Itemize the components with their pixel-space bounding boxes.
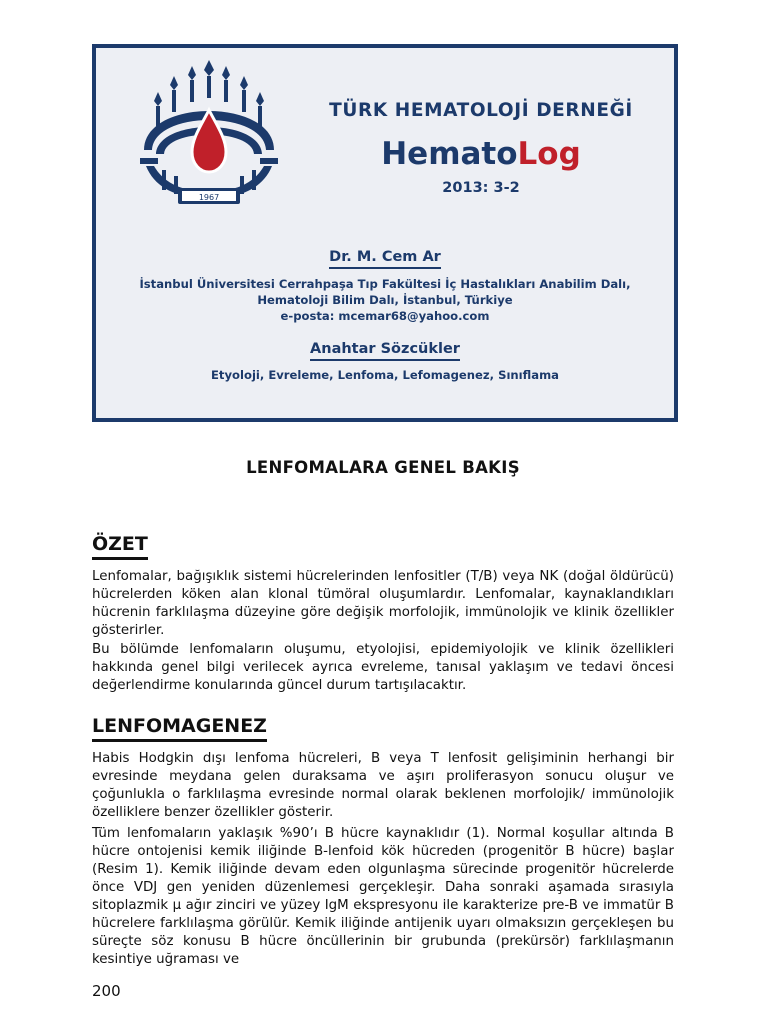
summary-paragraph: Bu bölümde lenfomaların oluşumu, etyolojisi, epidemiyolojik ve klinik özellikleri hakkında genel bilgi verilecek ayrıca evreleme, tanısal yaklaşım ve tedavi öncesi değerlendirme konularında güncel durum tartışılacaktır. — [92, 642, 674, 693]
society-logo-icon — [134, 58, 284, 206]
author-email: e-posta: mcemar68@yahoo.com — [280, 309, 490, 323]
affiliation-line: Hematoloji Bilim Dalı, İstanbul, Türkiye — [257, 293, 513, 307]
issue-number: 2013: 3-2 — [442, 180, 520, 196]
brand-part-log: Log — [517, 136, 581, 172]
body-paragraph: Habis Hodgkin dışı lenfoma hücreleri, B veya T lenfosit gelişiminin herhangi bir evresinde meydana gelen duraksama ve aşırı proliferasyon sonucu oluşur ve çoğunlukla o farklılaşma evresinde normal olarak beklenen morfolojik/ immünolojik özelliklere benzer özellikler gösterir. — [92, 751, 674, 820]
summary-heading: ÖZET — [92, 532, 148, 560]
summary-paragraph: Lenfomalar, bağışıklık sistemi hücrelerinden lenfositler (T/B) veya NK (doğal öldürücü) hücrelerden köken alan klonal tümöral oluşumlardır. Lenfomalar, kaynaklandıkları hücrenin farklılaşma düzeyine göre değişik morfolojik, immünolojik ve klinik özellikler gösterirler. — [92, 569, 674, 638]
section-heading-lenfomagenez: LENFOMAGENEZ — [92, 714, 267, 742]
keywords-heading-block — [96, 338, 674, 361]
author-block — [96, 246, 674, 269]
journal-header-box — [92, 44, 678, 422]
logo-year: 1967 — [198, 193, 220, 202]
body-paragraph: Tüm lenfomaların yaklaşık %90’ı B hücre kaynaklıdır (1). Normal koşullar altında B hücre ontojenisi kemik iliğinde B-lenfoid kök hücreden (progenitör B hücre) başlar (Resim 1). Kemik iliğinde devam eden olgunlaşma sürecinde progenitör hücrelerde önce VDJ gen yeniden düzenlemesi gerçekleşir. Daha sonraki aşamada sırasıyla sitoplazmik μ ağır zinciri ve yüzey IgM ekspresyonu ile karakterize pre-B ve immatür B hücrelere farklılaşma görülür. Kemik iliğinde antijenik uyarı olmaksızın gerçekleşen bu süreçte söz konusu B hücre öncüllerinin bir grubunda (prekürsör) farklılaşmanın kesintiye uğraması ve — [92, 826, 674, 967]
author-affiliation — [96, 276, 674, 324]
keywords-heading: Anahtar Sözcükler — [310, 341, 460, 361]
society-name: TÜRK HEMATOLOJİ DERNEĞİ — [329, 100, 633, 121]
author-name: Dr. M. Cem Ar — [329, 249, 441, 269]
keywords-list: Etyoloji, Evreleme, Lenfoma, Lefomagenez, Sınıflama — [211, 368, 559, 382]
page-number: 200 — [92, 982, 121, 1000]
affiliation-line: İstanbul Üniversitesi Cerrahpaşa Tıp Fakültesi İç Hastalıkları Anabilim Dalı, — [139, 277, 631, 291]
brand-part-hemato: Hemato — [381, 136, 518, 172]
journal-brand — [296, 136, 666, 172]
article-title: LENFOMALARA GENEL BAKIŞ — [246, 458, 520, 477]
